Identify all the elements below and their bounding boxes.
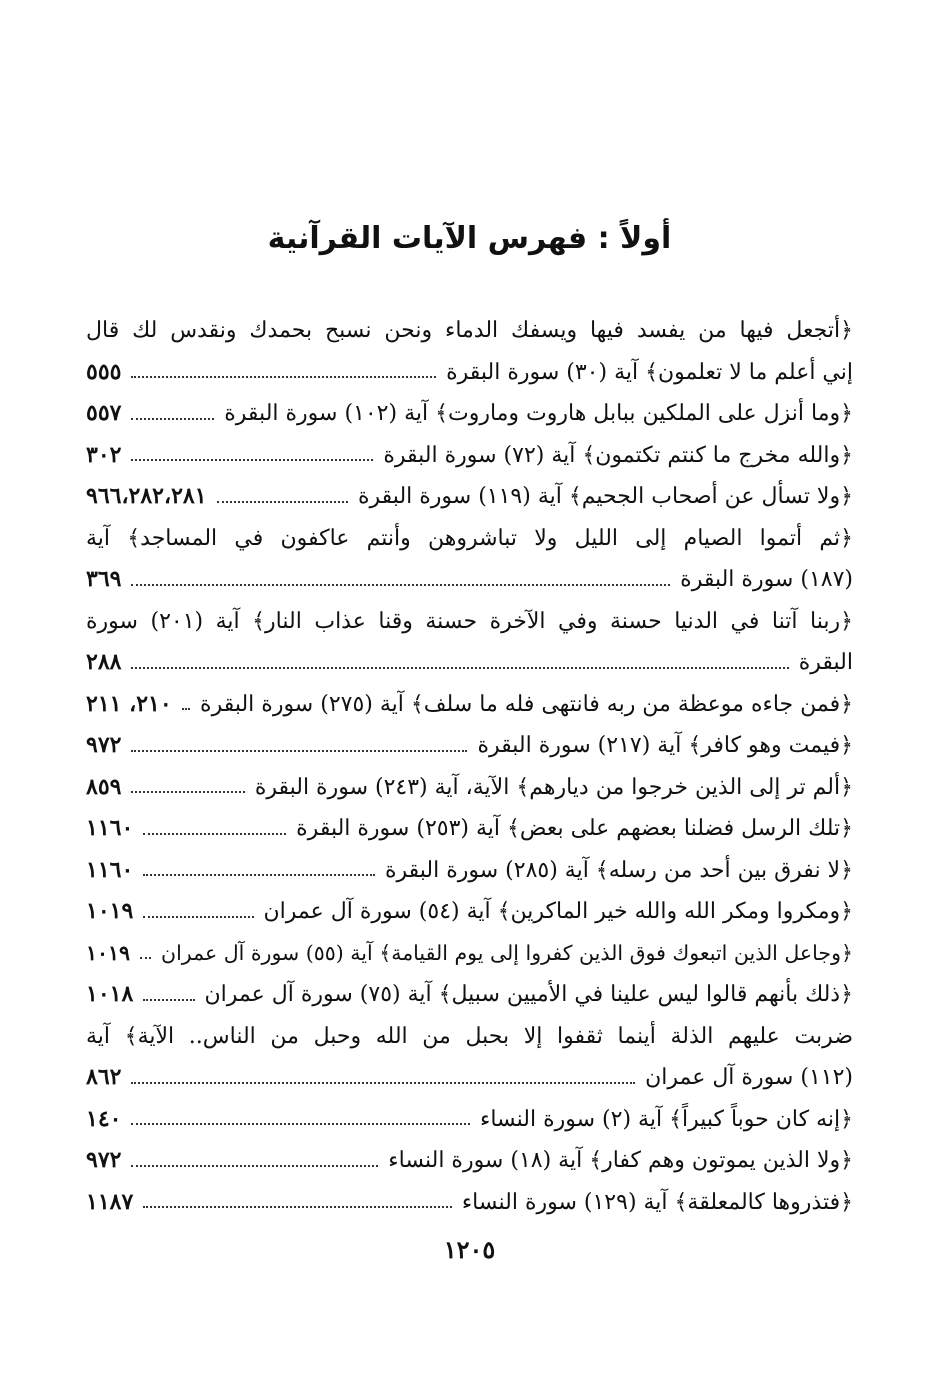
page-number: ٩٦٦،٢٨٢،٢٨١ [86, 483, 207, 509]
index-entry-line [86, 684, 853, 726]
verse-text: ﴿أتجعل فيها من يفسد فيها ويسفك الدماء ونحن نسبح بحمدك ونقدس لك قال [86, 318, 853, 343]
index-entry-line [86, 808, 853, 850]
verse-text: ﴿تلك الرسل فضلنا بعضهم على بعض﴾ آية (٢٥٣) سورة البقرة [296, 816, 853, 841]
dot-leader [131, 418, 214, 420]
index-entry-line [86, 310, 853, 352]
dot-leader [131, 459, 373, 461]
page-number: ٥٥٥ [86, 358, 122, 385]
verse-index-list [86, 310, 853, 1223]
verse-text: ﴿ولا الذين يموتون وهم كفار﴾ آية (١٨) سورة النساء [388, 1148, 853, 1173]
page-number: ١٠١٩ [86, 940, 131, 965]
index-entry-line [86, 352, 853, 394]
verse-text: ﴿ولا تسأل عن أصحاب الجحيم﴾ آية (١١٩) سورة البقرة [358, 484, 853, 509]
page-number: ٢١٠، ٢١١ [86, 690, 172, 717]
index-entry-line [86, 601, 853, 643]
verse-text: ﴿والله مخرج ما كنتم تكتمون﴾ آية (٧٢) سورة البقرة [383, 442, 853, 468]
verse-text: ﴿وجاعل الذين اتبعوك فوق الذين كفروا إلى يوم القيامة﴾ آية (٥٥) سورة آل عمران [161, 940, 853, 965]
page-number: ٩٧٢ [86, 732, 122, 758]
verse-text: ﴿وما أنزل على الملكين ببابل هاروت وماروت﴾ آية (١٠٢) سورة البقرة [224, 401, 853, 426]
verse-text: ﴿ألم تر إلى الذين خرجوا من ديارهم﴾ الآية، آية (٢٤٣) سورة البقرة [254, 774, 853, 800]
page-number: ١٠١٩ [86, 898, 134, 924]
index-entry-line [86, 767, 853, 809]
verse-text: ﴿ربنا آتنا في الدنيا حسنة وفي الآخرة حسنة وقنا عذاب النار﴾ آية (٢٠١) سورة [86, 608, 853, 634]
page-number: ٣٠٢ [86, 441, 122, 468]
verse-text: إني أعلم ما لا تعلمون﴾ آية (٣٠) سورة البقرة [446, 359, 853, 385]
verse-text: ﴿إنه كان حوباً كبيراً﴾ آية (٢) سورة النساء [479, 1106, 853, 1132]
index-entry-line [86, 850, 853, 892]
page-number: ١٤٠ [86, 1105, 122, 1132]
index-entry-line [86, 974, 853, 1016]
verse-text: البقرة [798, 650, 853, 675]
page-number: ٩٧٢ [86, 1147, 122, 1173]
page-title: أولاً : فهرس الآيات القرآنية [267, 221, 672, 256]
dot-leader [131, 1165, 378, 1167]
dot-leader [131, 1123, 470, 1125]
verse-text: (١٨٧) سورة البقرة [680, 567, 853, 592]
index-entry-line [86, 725, 853, 767]
page-number: ٢٨٨ [86, 649, 122, 675]
index-entry-line [86, 1140, 853, 1182]
dot-leader [131, 376, 436, 378]
page-number: ١١٦٠ [86, 856, 134, 883]
index-entry-line [86, 435, 853, 477]
index-entry-line [86, 642, 853, 684]
index-entry-line [86, 393, 853, 435]
page-folio-number: ١٢٠٥ [443, 1235, 496, 1264]
index-entry-line [86, 1099, 853, 1141]
dot-leader [143, 1206, 452, 1208]
dot-leader [182, 708, 190, 710]
dot-leader [143, 999, 194, 1001]
dot-leader [143, 916, 253, 918]
dot-leader [143, 874, 375, 876]
verse-text: (١١٢) سورة آل عمران [645, 1065, 853, 1090]
index-entry-line [86, 1182, 853, 1224]
verse-text: ضربت عليهم الذلة أينما ثقفوا إلا بحبل من الله وحبل من الناس.. الآية﴾ آية [86, 1023, 853, 1049]
verse-text: ﴿ثم أتموا الصيام إلى الليل ولا تباشروهن وأنتم عاكفون في المساجد﴾ آية [86, 525, 853, 551]
dot-leader [131, 1082, 635, 1084]
dot-leader [131, 667, 788, 669]
dot-leader [140, 957, 151, 959]
verse-text: ﴿ومكروا ومكر الله والله خير الماكرين﴾ آية (٥٤) سورة آل عمران [263, 899, 853, 924]
page-number: ١١٦٠ [86, 815, 134, 841]
index-entry-line [86, 518, 853, 560]
page-number: ٣٦٩ [86, 566, 122, 592]
verse-text: ﴿فمن جاءه موعظة من ربه فانتهى فله ما سلف﴾ آية (٢٧٥) سورة البقرة [200, 691, 853, 717]
index-entry-line [86, 1016, 853, 1058]
verse-text: ﴿لا نفرق بين أحد من رسله﴾ آية (٢٨٥) سورة البقرة [384, 857, 853, 883]
dot-leader [131, 750, 467, 752]
index-entry-line [86, 476, 853, 518]
page-number: ٥٥٧ [86, 400, 122, 426]
dot-leader [217, 501, 348, 503]
index-entry-line [86, 1057, 853, 1099]
page-number: ١٠١٨ [86, 981, 134, 1007]
index-entry-line [86, 559, 853, 601]
page-number: ٨٥٩ [86, 773, 122, 800]
verse-text: ﴿فيمت وهو كافر﴾ آية (٢١٧) سورة البقرة [477, 733, 853, 758]
dot-leader [131, 584, 670, 586]
index-entry-line [86, 891, 853, 933]
index-entry-line [86, 933, 853, 975]
dot-leader [131, 791, 244, 793]
page-number: ١١٨٧ [86, 1188, 134, 1215]
verse-text: ﴿ذلك بأنهم قالوا ليس علينا في الأميين سبيل﴾ آية (٧٥) سورة آل عمران [204, 982, 853, 1007]
page-number: ٨٦٢ [86, 1064, 122, 1090]
dot-leader [143, 833, 286, 835]
verse-text: ﴿فتذروها كالمعلقة﴾ آية (١٢٩) سورة النساء [461, 1189, 853, 1215]
